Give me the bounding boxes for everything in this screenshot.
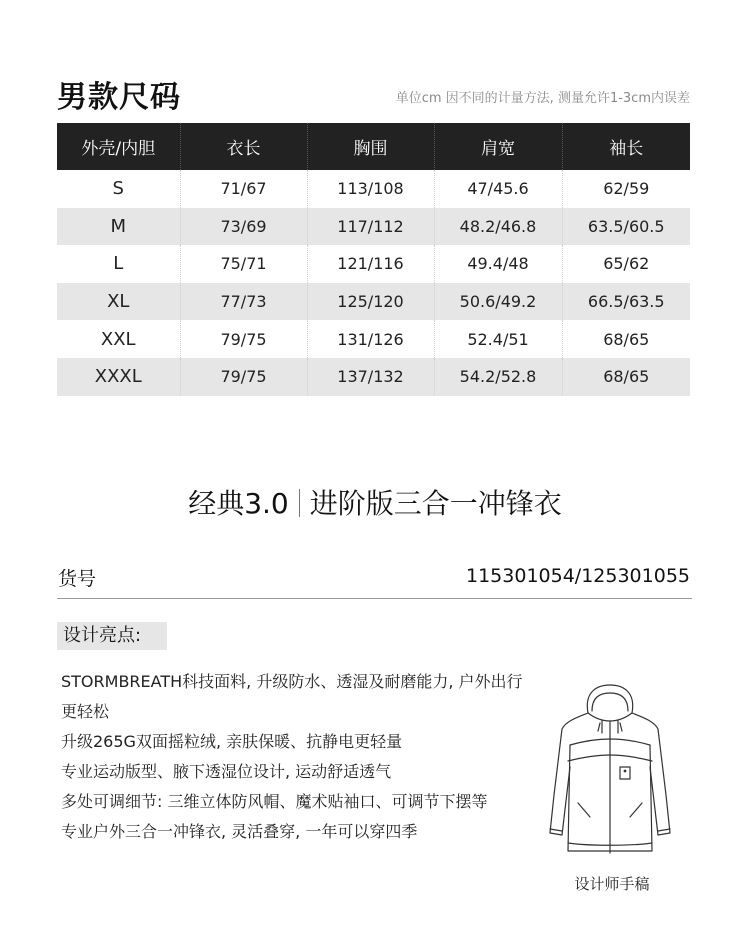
table-cell: XL [57,283,180,321]
feature-item: 专业运动版型、腋下透湿位设计, 运动舒适透气 [61,762,392,781]
table-header-cell: 胸围 [307,123,434,170]
divider [57,598,692,599]
table-cell: XXXL [57,358,180,396]
table-header-cell: 肩宽 [434,123,562,170]
feature-item: 专业户外三合一冲锋衣, 灵活叠穿, 一年可以穿四季 [61,822,418,841]
table-cell: 49.4/48 [434,245,562,283]
table-cell: 68/65 [562,358,690,396]
table-cell: 54.2/52.8 [434,358,562,396]
feature-item: 升级265G双面摇粒绒, 亲肤保暖、抗静电更轻量 [61,732,403,751]
jacket-sketch-icon [540,683,680,858]
table-row [57,283,690,321]
table-cell: 117/112 [307,208,434,246]
table-cell: 71/67 [180,170,307,208]
table-row [57,320,690,358]
table-header-cell: 外壳/内胆 [57,123,180,170]
table-row [57,358,690,396]
table-cell: 47/45.6 [434,170,562,208]
table-cell: 79/75 [180,320,307,358]
table-cell: 79/75 [180,358,307,396]
table-cell: XXL [57,320,180,358]
table-cell: 50.6/49.2 [434,283,562,321]
table-cell: 131/126 [307,320,434,358]
table-cell: 52.4/51 [434,320,562,358]
table-cell: 68/65 [603,329,650,349]
table-header-row [57,123,690,170]
feature-item: STORMBREATH科技面料, 升级防水、透湿及耐磨能力, 户外出行更轻松 [61,672,523,721]
table-cell: S [57,170,180,208]
table-cell: 137/132 [307,358,434,396]
table-cell: L [57,245,180,283]
table-cell: 66.5/63.5 [562,283,690,321]
sketch-caption: 设计师手稿 [574,875,650,893]
table-cell: 121/116 [307,245,434,283]
table-cell: 63.5/60.5 [562,208,690,246]
unit-note: 单位cm 因不同的计量方法, 测量允许1-3cm内误差 [395,91,690,106]
table-header-cell: 衣长 [180,123,307,170]
table-header-cell: 袖长 [562,123,690,170]
table-cell: 73/69 [180,208,307,246]
table-cell: 62/59 [603,179,650,199]
product-title [0,482,750,522]
table-cell: 113/108 [307,170,434,208]
product-title-model: 经典3.0 [188,487,289,520]
table-cell: M [57,208,180,246]
table-row [57,170,690,208]
table-cell: 65/62 [603,254,650,274]
table-row [57,208,690,246]
sku-value: 115301054/125301055 [466,565,690,587]
size-table [57,123,690,396]
table-cell: 77/73 [180,283,307,321]
features-list [61,667,531,847]
table-row [57,245,690,283]
title-separator [299,489,300,517]
product-title-name: 进阶版三合一冲锋衣 [309,487,562,520]
table-cell: 125/120 [307,283,434,321]
feature-item: 多处可调细节: 三维立体防风帽、魔术贴袖口、可调节下摆等 [61,792,488,811]
features-tag: 设计亮点: [57,622,167,650]
table-cell: 48.2/46.8 [434,208,562,246]
sku-label: 货号 [58,568,97,590]
table-cell: 75/71 [180,245,307,283]
size-chart-title: 男款尺码 [57,80,181,115]
